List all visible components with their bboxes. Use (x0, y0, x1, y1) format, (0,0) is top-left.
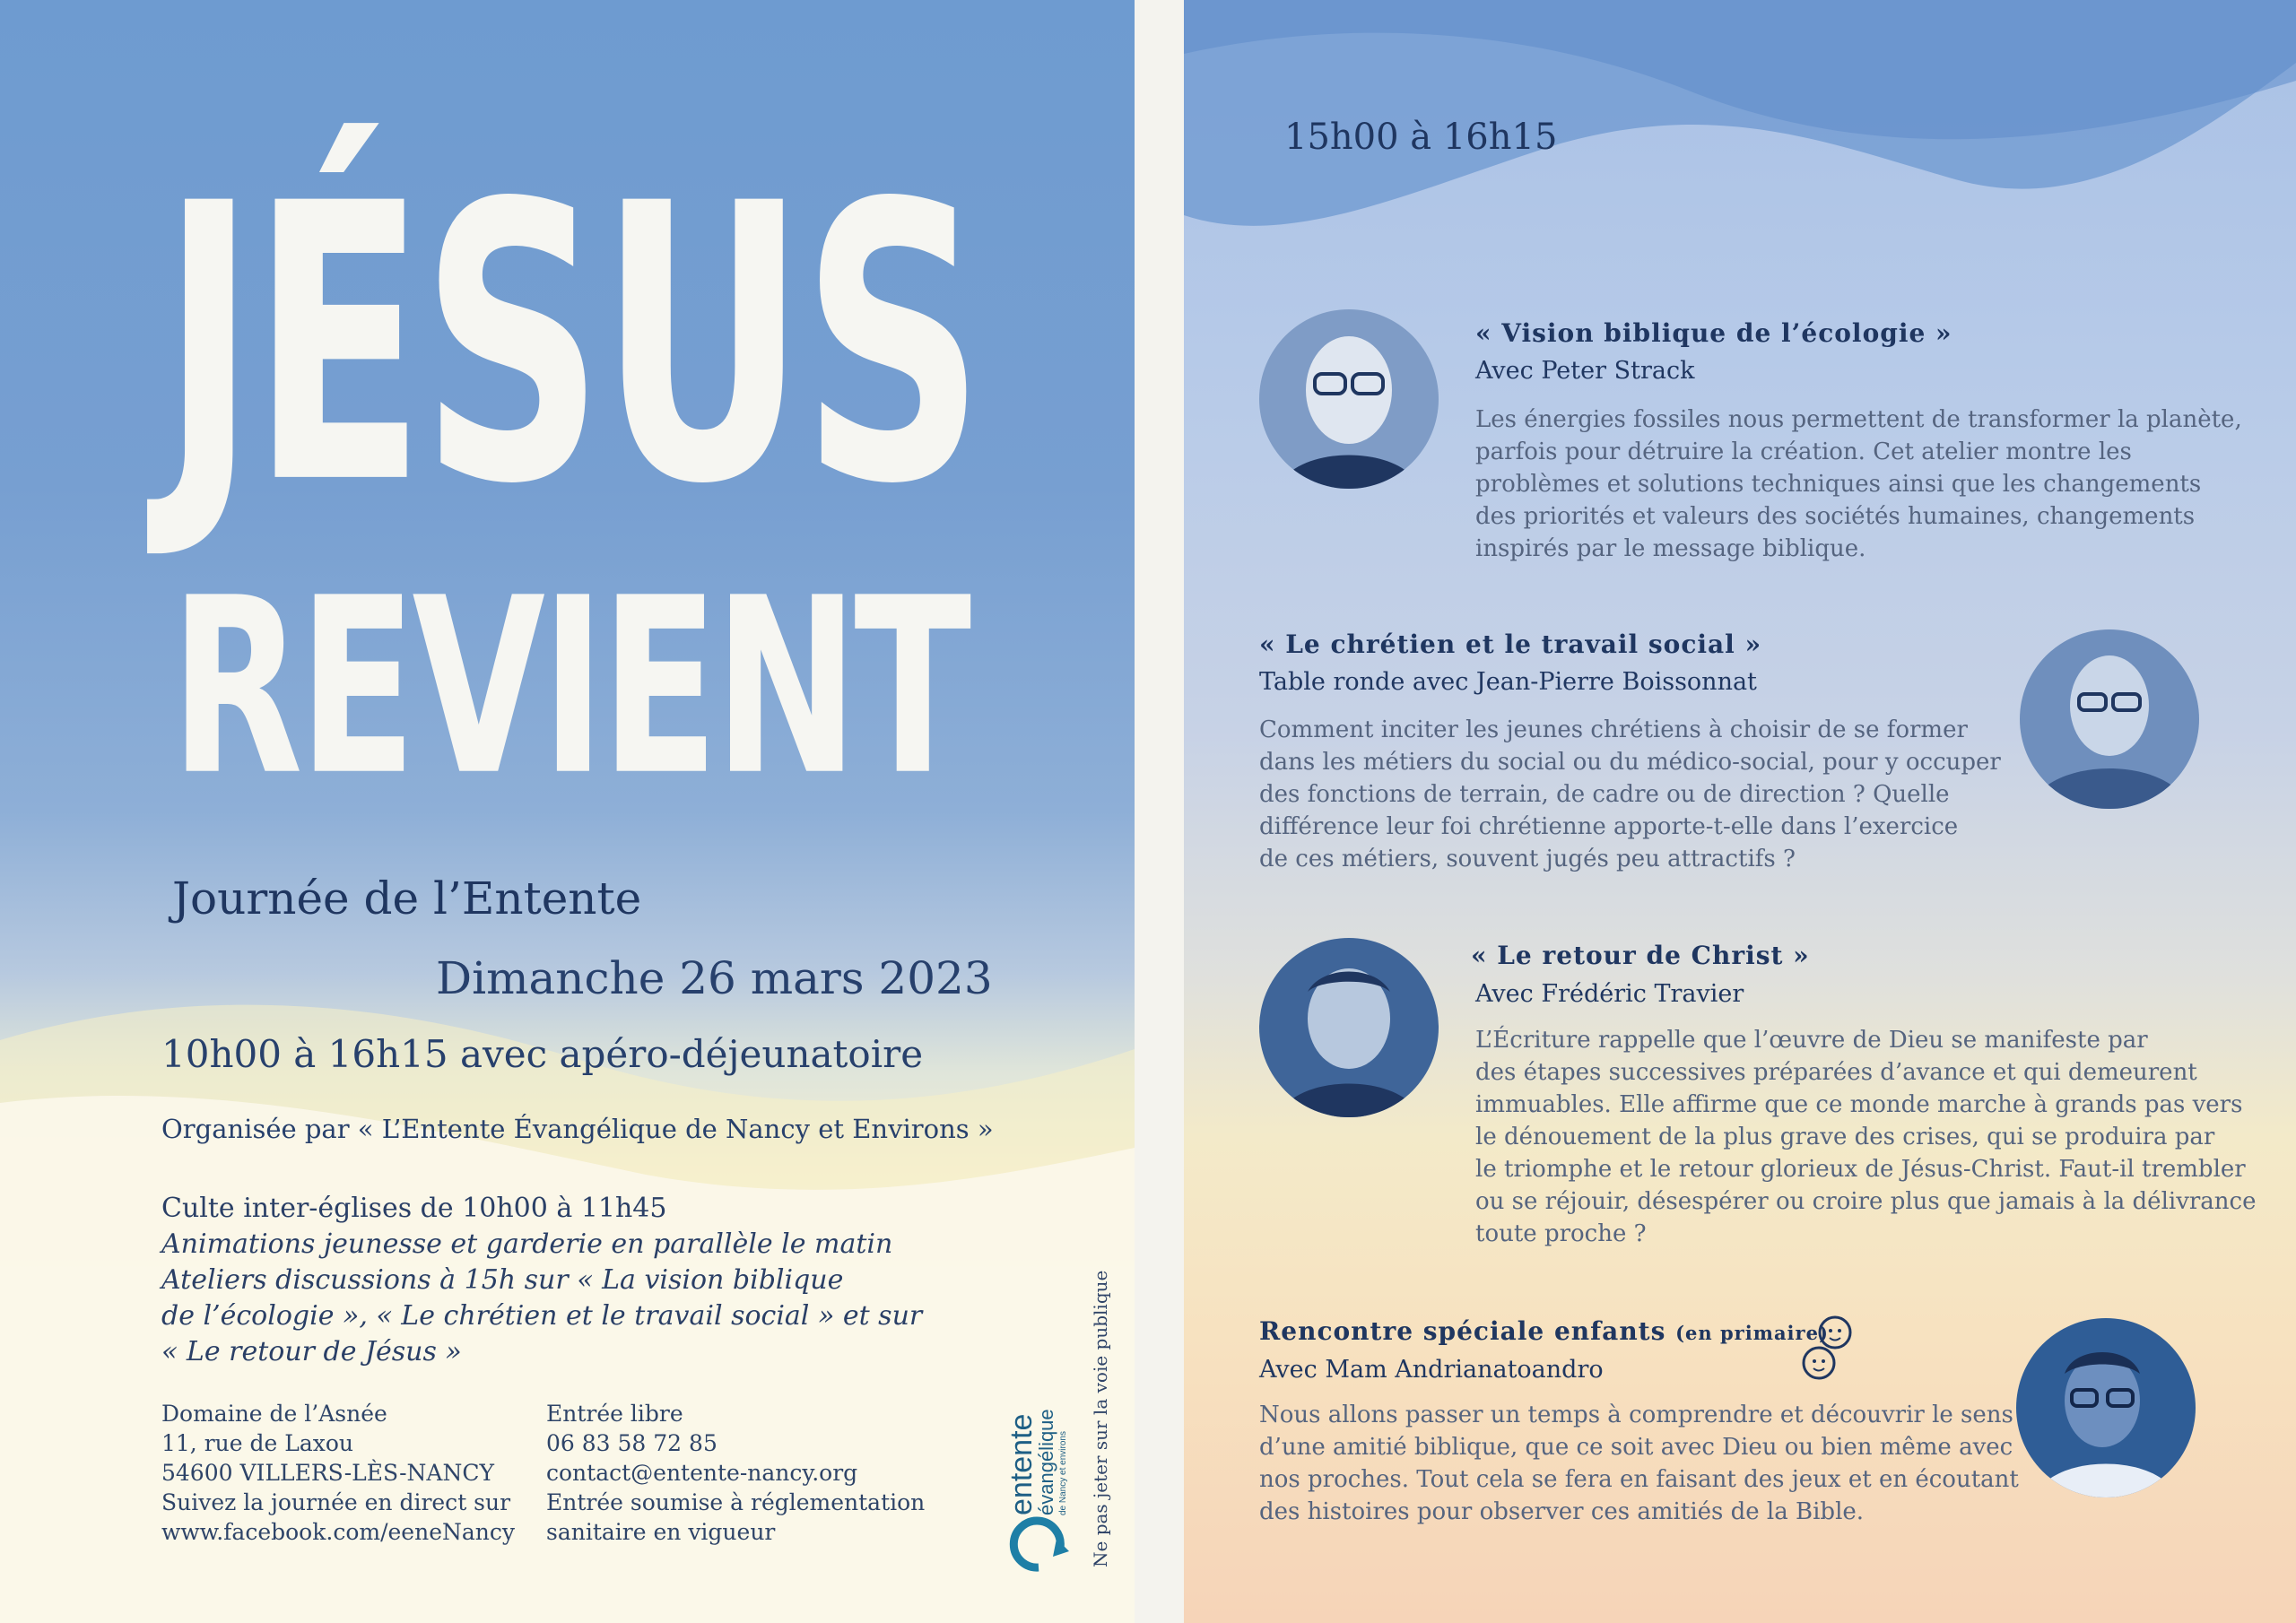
address-line: Domaine de l’Asnée (161, 1401, 387, 1427)
right-flyer-page (1184, 0, 2296, 1623)
workshop-title (1259, 1316, 1829, 1346)
description-line: le dénouement de la plus grave des crises, qui se produira par (1475, 1124, 2215, 1150)
speaker-photo-peter-strack (1259, 309, 1439, 489)
page-gutter (1135, 0, 1184, 1623)
speaker-photo-jean-pierre-boissonnat (2020, 629, 2199, 809)
address-block (161, 1399, 515, 1547)
description-line: Nous allons passer un temps à comprendre et découvrir le sens (1259, 1402, 2013, 1428)
phone-number: 06 83 58 72 85 (546, 1430, 718, 1456)
info-line: sanitaire en vigueur (546, 1519, 776, 1545)
description-line: des étapes successives préparées d’avance et qui demeurent (1475, 1059, 2197, 1086)
description-line: parfois pour détruire la création. Cet atelier montre les (1475, 438, 2132, 465)
event-organizer: Organisée par « L’Entente Évangélique de Nancy et Environs » (161, 1114, 994, 1144)
description-line: dans les métiers du social ou du médico-social, pour y occuper (1259, 749, 2001, 776)
children-icon (1801, 1315, 1855, 1383)
workshop-description (1475, 1024, 2257, 1250)
recycle-note: Ne pas jeter sur la voie publique (1090, 1270, 1111, 1567)
entente-logo (1003, 1381, 1083, 1578)
description-line: d’une amitié biblique, que ce soit avec Dieu ou bien même avec (1259, 1434, 2013, 1461)
workshop-speaker: Table ronde avec Jean-Pierre Boissonnat (1259, 668, 1757, 696)
program-line: Ateliers discussions à 15h sur « La vision biblique (161, 1264, 844, 1296)
description-line: des fonctions de terrain, de cadre ou de direction ? Quelle (1259, 781, 1950, 808)
description-line: différence leur foi chrétienne apporte-t-elle dans l’exercice (1259, 813, 1959, 840)
kids-title: Rencontre spéciale enfants (1259, 1316, 1666, 1346)
event-subtitle: Journée de l’Entente (172, 872, 642, 924)
logo-mark-icon (1003, 1381, 1083, 1578)
description-line: des histoires pour observer ces amitiés de la Bible. (1259, 1498, 1865, 1525)
event-date: Dimanche 26 mars 2023 (436, 952, 993, 1004)
logo-word-evangelique: évangélique (1035, 1409, 1057, 1515)
description-line: L’Écriture rappelle que l’œuvre de Dieu se manifeste par (1475, 1027, 2148, 1054)
description-line: problèmes et solutions techniques ainsi que les changements (1475, 471, 2202, 498)
info-line: Entrée soumise à réglementation (546, 1489, 926, 1515)
workshop-description (1259, 714, 2001, 875)
workshop-speaker: Avec Frédéric Travier (1475, 980, 1744, 1008)
info-line: Entrée libre (546, 1401, 683, 1427)
workshop-description (1259, 1399, 2019, 1528)
description-line: ou se réjouir, désespérer ou croire plus que jamais à la délivrance (1475, 1188, 2257, 1215)
contact-email[interactable]: contact@entente-nancy.org (546, 1460, 858, 1486)
program-line: de l’écologie », « Le chrétien et le travail social » et sur (161, 1300, 923, 1332)
speaker-photo-frederic-travier (1259, 938, 1439, 1117)
description-line: Les énergies fossiles nous permettent de transformer la planète, (1475, 406, 2242, 433)
description-line: immuables. Elle affirme que ce monde marche à grands pas vers (1475, 1091, 2243, 1118)
description-line: inspirés par le message biblique. (1475, 535, 1866, 562)
main-title-line-1: JÉSUS (161, 123, 980, 568)
facebook-link[interactable]: www.facebook.com/eeneNancy (161, 1519, 516, 1545)
address-line: Suivez la journée en direct sur (161, 1489, 511, 1515)
info-block (546, 1399, 925, 1547)
main-title-line-2: REVIENT (170, 547, 968, 829)
description-line: nos proches. Tout cela se fera en faisant des jeux et en écoutant (1259, 1466, 2019, 1493)
speaker-photo-mam-andrianatoandro (2016, 1318, 2196, 1497)
kids-title-suffix: (en primaire) (1675, 1322, 1829, 1344)
workshop-speaker: Avec Peter Strack (1475, 357, 1695, 385)
description-line: Comment inciter les jeunes chrétiens à choisir de se former (1259, 716, 1968, 743)
event-hours: 10h00 à 16h15 avec apéro-déjeunatoire (161, 1032, 924, 1076)
logo-word-nancy: de Nancy et environs (1058, 1431, 1068, 1515)
left-flyer-page (0, 0, 1135, 1623)
description-line: des priorités et valeurs des sociétés humaines, changements (1475, 503, 2196, 530)
workshop-speaker: Avec Mam Andrianatoandro (1259, 1356, 1604, 1384)
description-line: de ces métiers, souvent jugés peu attractifs ? (1259, 846, 1796, 872)
description-line: toute proche ? (1475, 1220, 1647, 1247)
logo-word-entente: entente (1004, 1413, 1039, 1515)
address-line: 54600 VILLERS-LÈS-NANCY (161, 1460, 494, 1486)
workshop-title: « Le retour de Christ » (1471, 941, 1810, 970)
description-line: le triomphe et le retour glorieux de Jésus-Christ. Faut-il trembler (1475, 1156, 2246, 1183)
workshop-description (1475, 404, 2242, 565)
program-line: Culte inter-églises de 10h00 à 11h45 (161, 1193, 667, 1224)
program-line: Animations jeunesse et garderie en parallèle le matin (161, 1228, 893, 1260)
workshop-title: « Vision biblique de l’écologie » (1475, 318, 1952, 348)
workshop-time: 15h00 à 16h15 (1284, 117, 1558, 158)
address-line: 11, rue de Laxou (161, 1430, 354, 1456)
workshop-title: « Le chrétien et le travail social » (1259, 629, 1762, 659)
program-line: « Le retour de Jésus » (161, 1336, 462, 1367)
